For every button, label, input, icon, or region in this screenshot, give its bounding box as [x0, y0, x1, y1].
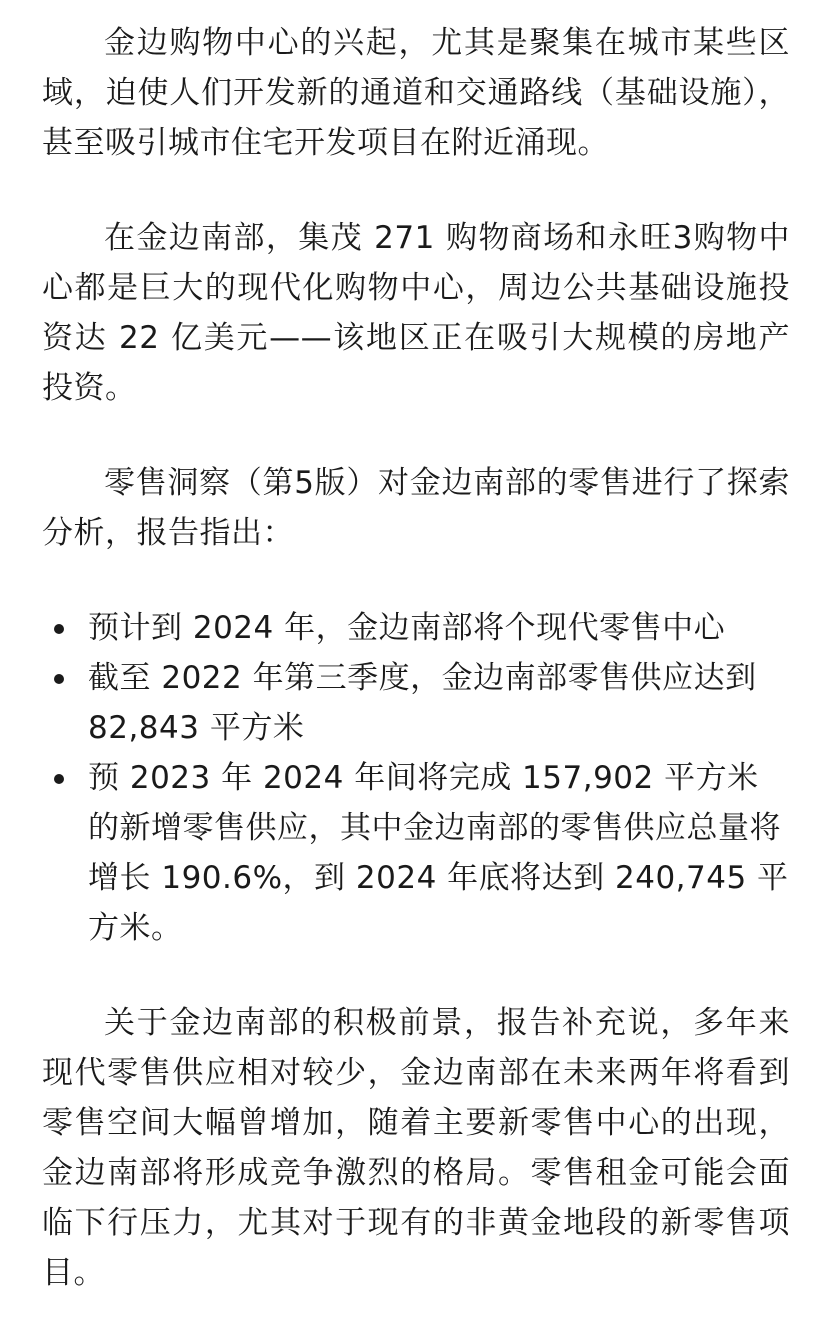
paragraph-south-phnom-penh: 在金边南部，集茂 271 购物商场和永旺3购物中心都是巨大的现代化购物中心，周边公共基础设施投资达 22 亿美元——该地区正在吸引大规模的房地产投资。	[42, 220, 790, 406]
findings-list	[42, 603, 790, 953]
list-item-text: 预 2023 年 2024 年间将完成 157,902 平方米的新增零售供应，其中金边南部的零售供应总量将增长 190.6%，到 2024 年底将达到 240,745 平方米。	[88, 760, 789, 946]
list-item	[42, 603, 790, 653]
list-item-text: 截至 2022 年第三季度，金边南部零售供应达到 82,843 平方米	[88, 660, 757, 746]
paragraph-intro: 金边购物中心的兴起，尤其是聚集在城市某些区域，迫使人们开发新的通道和交通路线（基础设施），甚至吸引城市住宅开发项目在附近涌现。	[42, 25, 790, 161]
paragraph-retail-insight: 零售洞察（第5版）对金边南部的零售进行了探索分析，报告指出：	[42, 465, 790, 551]
list-item	[42, 753, 790, 953]
bullet-dot-icon	[54, 624, 64, 634]
list-item	[42, 653, 790, 753]
paragraph-outlook: 关于金边南部的积极前景，报告补充说，多年来现代零售供应相对较少，金边南部在未来两年将看到零售空间大幅曾增加，随着主要新零售中心的出现，金边南部将形成竞争激烈的格局。零售租金可能会面临下行压力，尤其对于现有的非黄金地段的新零售项目。	[42, 1005, 790, 1291]
bullet-dot-icon	[54, 774, 64, 784]
article-body	[42, 18, 790, 1298]
bullet-dot-icon	[54, 674, 64, 684]
list-item-text: 预计到 2024 年，金边南部将个现代零售中心	[88, 610, 726, 646]
